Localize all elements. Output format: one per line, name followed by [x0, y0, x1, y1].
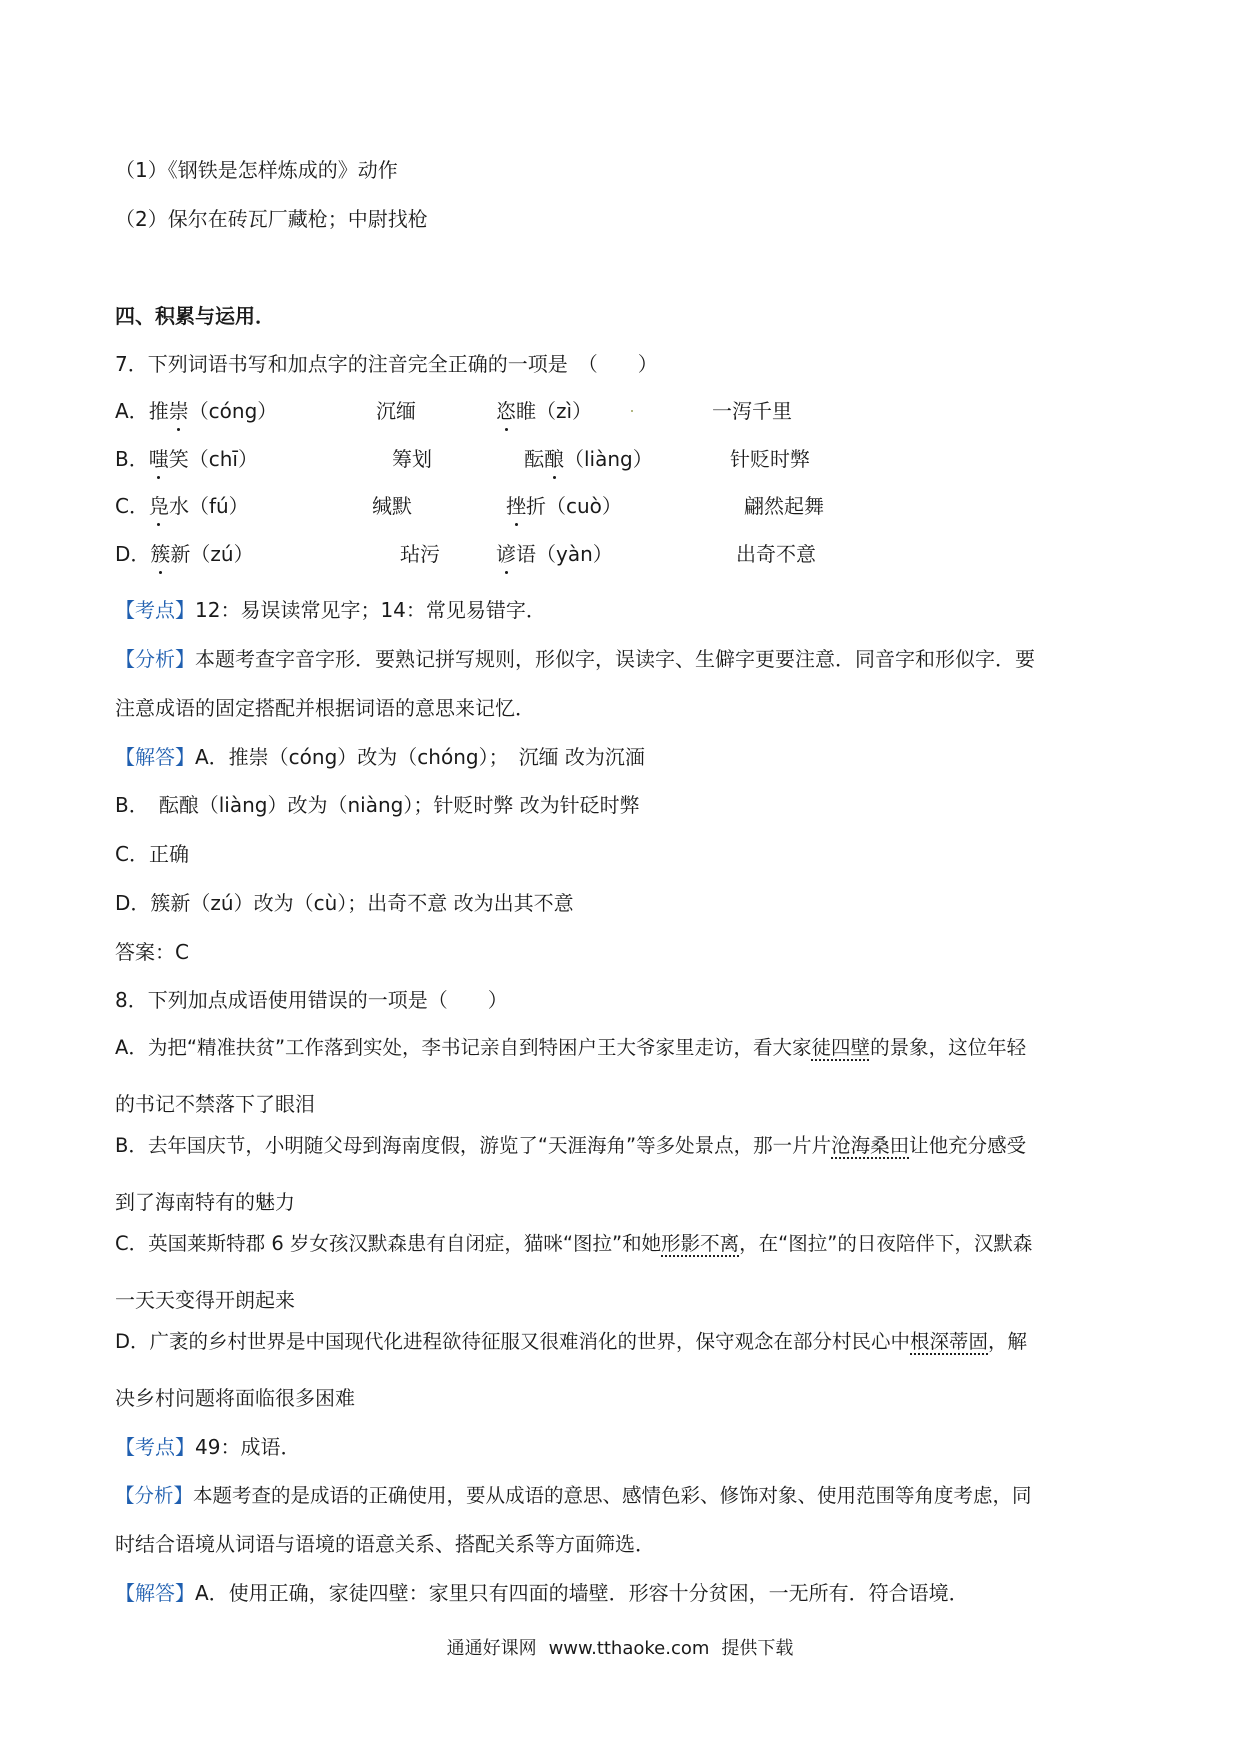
dotted-char: 挫	[506, 494, 526, 518]
option-label: D．	[115, 542, 151, 566]
q7-option-b-col3: 酝酿（liàng）	[524, 447, 653, 471]
q8-stem: 8．下列加点成语使用错误的一项是（ ）	[115, 988, 508, 1012]
dotted-char: 恣	[496, 399, 516, 423]
q7-option-d-col1: D．簇新（zú）	[115, 542, 254, 566]
q7-option-c-col3: 挫折（cuò）	[506, 494, 622, 518]
jieda-tag: 【解答】	[115, 745, 195, 769]
q8-option-d-line2: 决乡村问题将面临很多困难	[115, 1386, 355, 1410]
q8-option-c-line2: 一天天变得开朗起来	[115, 1288, 295, 1312]
dotted-idiom: 形影不离	[661, 1232, 740, 1255]
q7-fenxi-1: 【分析】本题考查字音字形．要熟记拼写规则，形似字，误读字、生僻字更要注意．同音字和形似字．要	[115, 647, 1035, 671]
dotted-idiom: 根深蒂固	[910, 1330, 989, 1353]
footer-site-name: 通通好课网	[446, 1638, 537, 1659]
q7-option-c-col2: 缄默	[372, 494, 412, 518]
q8-option-a-line1: A．为把“精准扶贫”工作落到实处，李书记亲自到特困户王大爷家里走访，看大家徒四壁的景象，这位年轻	[115, 1036, 1027, 1059]
q8-option-d-line1: D．广袤的乡村世界是中国现代化进程欲待征服又很难消化的世界，保守观念在部分村民心中根深蒂固，解	[115, 1330, 1028, 1353]
q7-stem: 7．下列词语书写和加点字的注音完全正确的一项是 （ ）	[115, 352, 658, 376]
option-label: B．	[115, 447, 149, 471]
dotted-idiom: 徒四壁	[811, 1036, 871, 1059]
footer-url[interactable]: www.tthaoke.com	[548, 1638, 710, 1659]
q7-jieda-4: D．簇新（zú）改为（cù）；出奇不意 改为出其不意	[115, 891, 574, 915]
dotted-char: 簇	[150, 542, 171, 566]
q8-option-c-line1: C．英国莱斯特郡 6 岁女孩汉默森患有自闭症，猫咪“图拉”和她形影不离，在“图拉”的日夜陪伴下，汉默森	[115, 1232, 1033, 1255]
q7-option-b-col4: 针贬时弊	[730, 447, 810, 471]
q7-jieda-2: B． 酝酿（liàng）改为（niàng）；针贬时弊 改为针砭时弊	[115, 793, 640, 817]
q7-jieda-3: C．正确	[115, 842, 189, 866]
q8-option-b-line1: B．去年国庆节，小明随父母到海南度假，游览了“天涯海角”等多处景点，那一片片沧海桑田让他充分感受	[115, 1134, 1027, 1157]
option-label: C．	[115, 494, 149, 518]
fenxi-tag: 【分析】	[115, 647, 195, 671]
q7-option-a-col2: 沉缅	[376, 399, 416, 423]
q7-option-d-col4: 出奇不意	[736, 542, 816, 566]
dotted-char: 酿	[544, 447, 564, 471]
q7-option-a-col4: 一泻千里	[712, 399, 792, 423]
page-footer	[0, 1636, 1240, 1662]
dotted-char: 谚	[496, 542, 516, 566]
kaodian-tag: 【考点】	[115, 598, 195, 622]
q8-option-a-line2: 的书记不禁落下了眼泪	[115, 1092, 315, 1116]
q8-kaodian: 【考点】49：成语．	[115, 1435, 301, 1459]
q7-option-d-col3: 谚语（yàn）	[496, 542, 613, 566]
q7-option-b-col1: B．嗤笑（chī）	[115, 447, 258, 471]
option-label: A．	[115, 399, 149, 423]
part3-item-2: （2）保尔在砖瓦厂藏枪；中尉找枪	[115, 207, 428, 231]
kaodian-tag: 【考点】	[115, 1435, 195, 1459]
part3-item-1: （1）《钢铁是怎样炼成的》动作	[115, 158, 398, 182]
q7-fenxi-2: 注意成语的固定搭配并根据词语的意思来记忆．	[115, 696, 535, 720]
q8-option-b-line2: 到了海南特有的魅力	[115, 1190, 295, 1214]
dotted-char: 嗤	[148, 447, 169, 471]
q8-fenxi-2: 时结合语境从词语与语境的语意关系、搭配关系等方面筛选．	[115, 1532, 655, 1556]
jieda-tag: 【解答】	[115, 1581, 195, 1605]
q7-option-a-col3: 恣睢（zì）	[496, 399, 593, 423]
q7-kaodian: 【考点】12：易误读常见字；14：常见易错字．	[115, 598, 546, 622]
stray-mark	[631, 410, 633, 412]
footer-suffix: 提供下载	[721, 1638, 794, 1659]
q8-jieda-1: 【解答】A．使用正确，家徒四壁：家里只有四面的墙壁．形容十分贫困，一无所有．符合语境．	[115, 1581, 969, 1605]
dotted-char: 凫	[148, 494, 169, 518]
dotted-char: 崇	[168, 399, 189, 423]
q7-answer: 答案：C	[115, 940, 189, 964]
dotted-idiom: 沧海桑田	[831, 1134, 910, 1157]
q7-option-c-col1: C．凫水（fú）	[115, 494, 249, 518]
q7-jieda-1: 【解答】A．推崇（cóng）改为（chóng）； 沉缅 改为沉湎	[115, 745, 645, 769]
q7-option-c-col4: 翩然起舞	[744, 494, 824, 518]
q7-option-d-col2: 玷污	[400, 542, 440, 566]
section-heading: 四、积累与运用．	[115, 304, 275, 328]
q7-option-a-col1: A．推崇（cóng）	[115, 399, 278, 423]
q7-option-b-col2: 筹划	[392, 447, 432, 471]
q8-fenxi-1: 【分析】本题考查的是成语的正确使用，要从成语的意思、感情色彩、修饰对象、使用范围等角度考虑，同	[115, 1484, 1032, 1507]
fenxi-tag: 【分析】	[115, 1484, 194, 1507]
